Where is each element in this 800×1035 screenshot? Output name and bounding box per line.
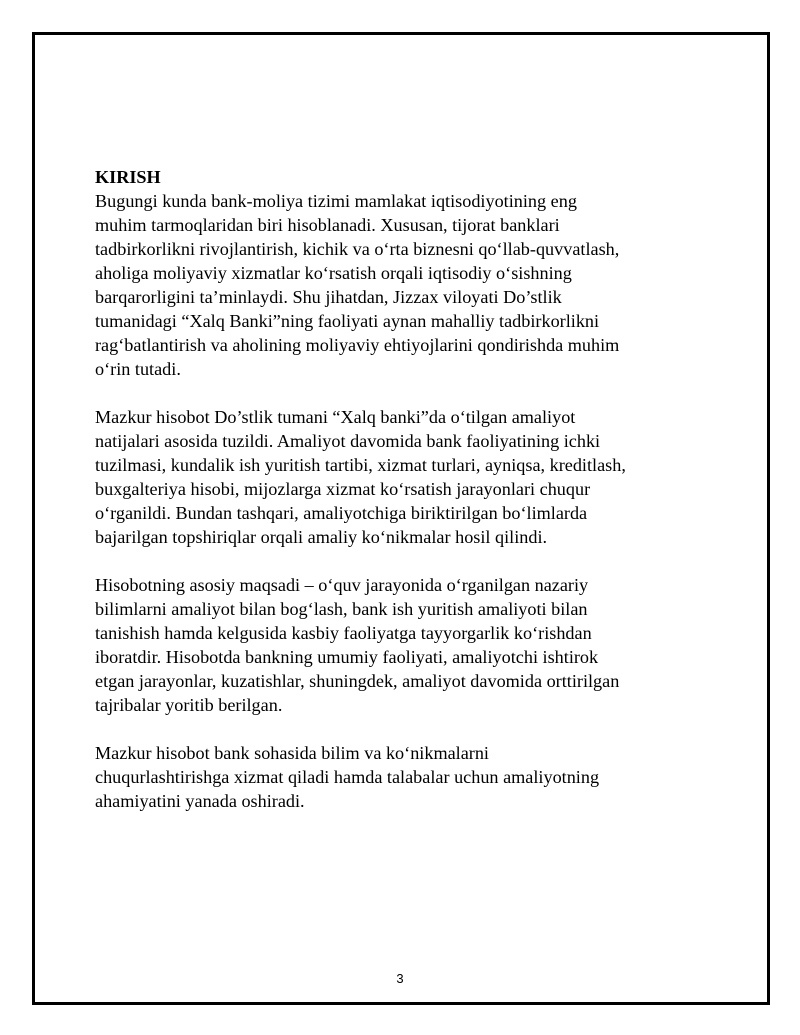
paragraph [95,741,715,813]
paragraph [95,189,715,381]
paragraph [95,573,715,717]
paragraph-line: tadbirkorlikni rivojlantirish, kichik va o‘rta biznesni qo‘llab-quvvatlash, [95,239,620,259]
paragraph-line: Mazkur hisobot Do’stlik tumani “Xalq banki”da o‘tilgan amaliyot [95,407,576,427]
paragraph-line: tajribalar yoritib berilgan. [95,695,283,715]
paragraph-line: barqarorligini ta’minlaydi. Shu jihatdan, Jizzax viloyati Do’stlik [95,287,562,307]
paragraphs-container [95,189,715,813]
paragraph-line: bajarilgan topshiriqlar orqali amaliy ko‘nikmalar hosil qilindi. [95,527,548,547]
paragraph-line: tanishish hamda kelgusida kasbiy faoliyatga tayyorgarlik ko‘rishdan [95,623,592,643]
paragraph-line: Bugungi kunda bank-moliya tizimi mamlakat iqtisodiyotining eng [95,191,577,211]
paragraph-line: iboratdir. Hisobotda bankning umumiy faoliyati, amaliyotchi ishtirok [95,647,599,667]
paragraph-line: Mazkur hisobot bank sohasida bilim va ko‘nikmalarni [95,743,489,763]
paragraph-line: Hisobotning asosiy maqsadi – o‘quv jarayonida o‘rganilgan nazariy [95,575,589,595]
paragraph-line: muhim tarmoqlaridan biri hisoblanadi. Xususan, tijorat banklari [95,215,560,235]
paragraph-line: chuqurlashtirishga xizmat qiladi hamda talabalar uchun amaliyotning [95,767,600,787]
document-body [95,165,715,813]
page-number: 3 [396,971,404,986]
paragraph-line: tuzilmasi, kundalik ish yuritish tartibi, xizmat turlari, ayniqsa, kreditlash, [95,455,626,475]
paragraph-line: rag‘batlantirish va aholining moliyaviy ehtiyojlarini qondirishda muhim [95,335,620,355]
paragraph-line: etgan jarayonlar, kuzatishlar, shuningdek, amaliyot davomida orttirilgan [95,671,620,691]
paragraph-line: tumanidagi “Xalq Banki”ning faoliyati aynan mahalliy tadbirkorlikni [95,311,600,331]
paragraph-line: bilimlarni amaliyot bilan bog‘lash, bank ish yuritish amaliyoti bilan [95,599,588,619]
paragraph-line: buxgalteriya hisobi, mijozlarga xizmat ko‘rsatish jarayonlari chuqur [95,479,591,499]
paragraph [95,405,715,549]
section-heading: KIRISH [95,167,161,187]
paragraph-line: aholiga moliyaviy xizmatlar ko‘rsatish orqali iqtisodiy o‘sishning [95,263,572,283]
paragraph-line: ahamiyatini yanada oshiradi. [95,791,305,811]
paragraph-line: o‘rganildi. Bundan tashqari, amaliyotchiga biriktirilgan bo‘limlarda [95,503,588,523]
paragraph-line: o‘rin tutadi. [95,359,181,379]
paragraph-line: natijalari asosida tuzildi. Amaliyot davomida bank faoliyatining ichki [95,431,601,451]
